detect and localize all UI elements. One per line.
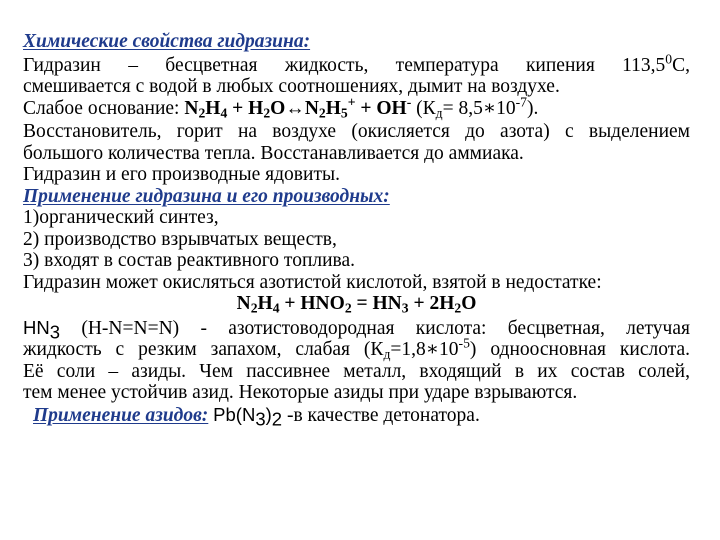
paragraph-hydrazoic-acid — [23, 317, 690, 404]
hydrazoic-acid-line-1: $HN_3$ (H-N=N=N) - азотистоводородная кислота: бесцветная, летучая — [23, 316, 690, 343]
oxidation-intro: Гидразин может окисляться азотистой кислотой, взятой в недостатке: — [23, 271, 602, 293]
list-item-2: 2) производство взрывчатых веществ, — [23, 228, 337, 250]
weak-base-equation: Слабое основание: $N_2H_4$ + $H_2O\leftrightarrow N_2H_5^+ + OH^-$ ($К_д=$ $8,5∗10^{-7}$). — [23, 94, 539, 120]
physical-properties-line-1: Гидразин – бесцветная жидкость, температура кипения 113,5$^0$С, — [23, 51, 690, 76]
physical-properties-line-2: смешивается с водой в любых соотношениях, дымит на воздухе. — [23, 76, 560, 97]
azide-applications: Применение азидов: $Pb(N_3)_2$ -в качестве детонатора. — [33, 403, 480, 430]
heading-chemical-properties: Химические свойства гидразина: — [23, 31, 311, 52]
reducing-agent-line-2: большого количества тепла. Восстанавливается до аммиака. — [23, 142, 524, 164]
hydrazoic-acid-line-2: жидкость с резким запахом, слабая $(К_д=1,8∗10^{-5})$ одноосновная кислота. — [23, 335, 690, 362]
hydrazoic-acid-line-4: тем менее устойчив азид. Некоторые азиды при ударе взрываются. — [23, 382, 578, 403]
paragraph-physical-properties — [23, 51, 690, 98]
list-item-3: 3) входят в состав реактивного топлива. — [23, 250, 356, 271]
reducing-agent-line-1: Восстановитель, горит на воздухе (окисляется до азота) с выделением — [23, 121, 690, 142]
heading-azide-applications: Применение азидов: — [33, 404, 209, 426]
slide-content — [23, 31, 690, 430]
hydrazoic-acid-line-3: Её соли – азиды. Чем пассивнее металл, входящий в их состав солей, — [23, 360, 690, 382]
paragraph-reducing-agent — [23, 121, 690, 164]
list-item-1: 1)органический синтез, — [23, 207, 219, 228]
oxidation-equation: $N_2H_4 + HNO_2 = HN_3 + 2H_2O$ — [236, 293, 477, 316]
toxicity-note: Гидразин и его производные ядовиты. — [23, 164, 340, 185]
heading-hydrazine-applications: Применение гидразина и его производных: — [23, 185, 390, 207]
